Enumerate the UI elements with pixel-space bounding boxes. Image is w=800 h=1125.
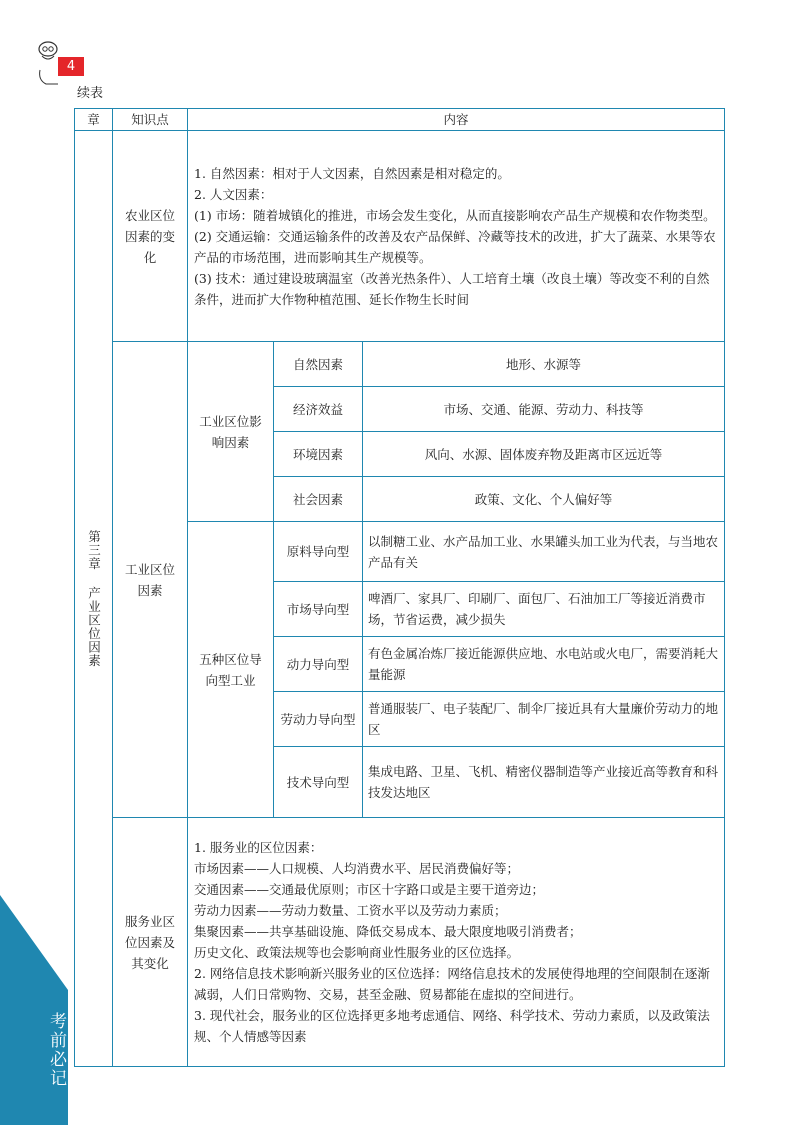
header-content: 内容 bbox=[188, 109, 725, 131]
list-item: 2. 人文因素： bbox=[194, 186, 273, 202]
list-item: 3. 现代社会，服务业的区位选择更多地考虑通信、网络、科学技术、劳动力素质，以及政策法规、个人情感等因素 bbox=[194, 1008, 710, 1044]
header-topic: 知识点 bbox=[113, 109, 188, 131]
list-item: (2) 交通运输：交通运输条件的改善及农产品保鲜、冷藏等技术的改进，扩大了蔬菜、水果等农产品的市场范围，进而影响其生产规模等。 bbox=[194, 228, 716, 265]
corner-decoration bbox=[0, 895, 68, 1125]
topic-service: 服务业区位因素及其变化 bbox=[113, 818, 188, 1067]
topic-agri: 农业区位因素的变化 bbox=[113, 131, 188, 342]
type-name: 动力导向型 bbox=[274, 637, 363, 692]
table-row bbox=[75, 342, 725, 387]
table-row bbox=[75, 131, 725, 342]
factor-value: 市场、交通、能源、劳动力、科技等 bbox=[363, 387, 725, 432]
topic-industry: 工业区位因素 bbox=[113, 342, 188, 818]
header-chapter: 章 bbox=[75, 109, 113, 131]
table-header-row bbox=[75, 109, 725, 131]
type-value: 以制糖工业、水产品加工业、水果罐头加工业为代表，与当地农产品有关 bbox=[363, 522, 725, 582]
list-item: 1. 自然因素：相对于人文因素，自然因素是相对稳定的。 bbox=[194, 165, 510, 181]
service-content bbox=[188, 818, 725, 1067]
list-item: 交通因素——交通最优原则；市区十字路口或是主要干道旁边； bbox=[194, 882, 545, 897]
continued-label: 续表 bbox=[77, 86, 104, 101]
page-number: 4 bbox=[58, 57, 84, 76]
list-item: 1. 服务业的区位因素： bbox=[194, 840, 323, 855]
type-value: 集成电路、卫星、飞机、精密仪器制造等产业接近高等教育和科技发达地区 bbox=[363, 747, 725, 818]
list-item: (3) 技术：通过建设玻璃温室（改善光热条件）、人工培育土壤（改良土壤）等改变不利的自然条件，进而扩大作物种植范围、延长作物生长时间 bbox=[194, 270, 710, 307]
type-value: 有色金属冶炼厂接近能源供应地、水电站或火电厂，需要消耗大量能源 bbox=[363, 637, 725, 692]
side-tab-label: 考前必记 bbox=[46, 1012, 66, 1088]
industry-factors-label: 工业区位影响因素 bbox=[188, 342, 274, 522]
type-name: 市场导向型 bbox=[274, 582, 363, 637]
list-item: 历史文化、政策法规等也会影响商业性服务业的区位选择。 bbox=[194, 945, 520, 960]
list-item: 集聚因素——共享基础设施、降低交易成本、最大限度地吸引消费者； bbox=[194, 924, 582, 939]
list-item: 2. 网络信息技术影响新兴服务业的区位选择：网络信息技术的发展使得地理的空间限制在逐渐减弱，人们日常购物、交易，甚至金融、贸易都能在虚拟的空间进行。 bbox=[194, 966, 710, 1002]
table-row bbox=[75, 818, 725, 1067]
chapter-label: 第三章 产业区位因素 bbox=[86, 529, 102, 668]
factor-name: 社会因素 bbox=[274, 477, 363, 522]
factor-value: 地形、水源等 bbox=[363, 342, 725, 387]
agri-content bbox=[188, 131, 725, 342]
type-value: 啤酒厂、家具厂、印刷厂、面包厂、石油加工厂等接近消费市场，节省运费，减少损失 bbox=[363, 582, 725, 637]
type-value: 普通服装厂、电子装配厂、制伞厂接近具有大量廉价劳动力的地区 bbox=[363, 692, 725, 747]
industry-types-label: 五种区位导向型工业 bbox=[188, 522, 274, 818]
type-name: 技术导向型 bbox=[274, 747, 363, 818]
list-item: 市场因素——人口规模、人均消费水平、居民消费偏好等； bbox=[194, 861, 520, 876]
list-item: (1) 市场：随着城镇化的推进，市场会发生变化，从而直接影响农产品生产规模和农作物类型。 bbox=[194, 207, 716, 223]
factor-name: 自然因素 bbox=[274, 342, 363, 387]
factor-value: 风向、水源、固体废弃物及距离市区远近等 bbox=[363, 432, 725, 477]
type-name: 劳动力导向型 bbox=[274, 692, 363, 747]
type-name: 原料导向型 bbox=[274, 522, 363, 582]
knowledge-table bbox=[74, 108, 725, 1067]
list-item: 劳动力因素——劳动力数量、工资水平以及劳动力素质； bbox=[194, 903, 507, 918]
chapter-cell bbox=[75, 131, 113, 1067]
factor-value: 政策、文化、个人偏好等 bbox=[363, 477, 725, 522]
factor-name: 环境因素 bbox=[274, 432, 363, 477]
factor-name: 经济效益 bbox=[274, 387, 363, 432]
